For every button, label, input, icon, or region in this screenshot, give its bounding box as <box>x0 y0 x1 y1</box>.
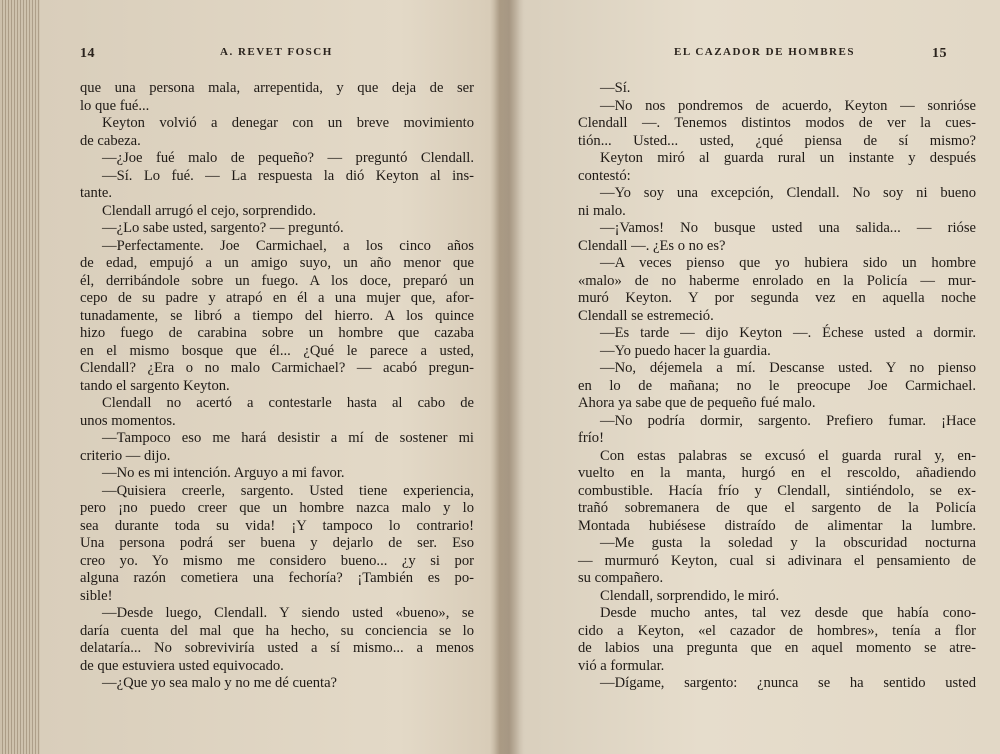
text-line: frío! <box>578 430 604 446</box>
text-line: daría cuenta del mal que ha hecho, su conciencia se lo <box>80 622 474 639</box>
text-line: —Desde luego, Clendall. Y siendo usted «bueno», se <box>102 605 474 621</box>
text-line: creo yo. Yo mismo me considero bueno... ¿y si por <box>80 552 474 569</box>
right-running-head: EL CAZADOR DE HOMBRES <box>674 46 855 58</box>
text-line: —Es tarde — dijo Keyton —. Échese usted a dormir. <box>600 325 976 341</box>
text-line: alguna razón cometiera una fechoría? ¡También es po- <box>80 570 474 586</box>
text-line: delataría... No sobreviviría usted a sí mismo... a menos <box>80 640 474 656</box>
text-line: hizo fuego de carabina sobre un hombre que cazaba <box>80 325 474 341</box>
text-line: —A veces pienso que yo hubiera sido un hombre <box>600 255 976 271</box>
text-line: —Tampoco eso me hará desistir a mí de sostener mi <box>102 430 474 446</box>
text-line: —No es mi intención. Arguyo a mi favor. <box>102 465 345 481</box>
text-line: Ahora ya sabe que de pequeño fué malo. <box>578 395 816 411</box>
left-page-number: 14 <box>80 46 95 61</box>
text-line: que una persona mala, arrepentida, y que deja de ser <box>80 80 474 96</box>
text-line: de edad, empujó a un amigo suyo, un año menor que <box>80 255 474 271</box>
text-line: Montada hubiésese distraído de alimentar la lumbre. <box>578 517 976 534</box>
text-line: Keyton miró al guarda rural un instante y después <box>600 150 976 166</box>
text-line: en el mismo bosque que él... ¿Qué le parece a usted, <box>80 342 474 359</box>
text-line: Clendall se estremeció. <box>578 307 714 324</box>
text-line: —¿Joe fué malo de pequeño? — preguntó Clendall. <box>102 150 474 166</box>
text-line: —Sí. Lo fué. — La respuesta la dió Keyton al ins- <box>102 167 474 184</box>
text-line: — murmuró Keyton, cual si adivinara el pensamiento de <box>578 552 976 569</box>
book-gutter <box>494 0 524 754</box>
left-running-head: A. REVET FOSCH <box>220 46 333 58</box>
text-line: pero ¡no puedo creer que un hombre nazca malo y lo <box>80 500 474 516</box>
text-line: ni malo. <box>578 202 626 219</box>
text-line: criterio — dijo. <box>80 447 171 464</box>
text-line: —¡Vamos! No busque usted una salida... — rióse <box>600 220 976 236</box>
text-line: su compañero. <box>578 570 664 586</box>
text-line: Desde mucho antes, tal vez desde que había cono- <box>600 605 976 621</box>
text-line: muró Keyton. Y por segunda vez en aquella noche <box>578 290 976 306</box>
text-line: Clendall —. ¿Es o no es? <box>578 237 726 254</box>
text-line: —Yo puedo hacer la guardia. <box>600 342 771 359</box>
text-line: —¿Que yo sea malo y no me dé cuenta? <box>102 675 338 691</box>
text-line: tando el sargento Keyton. <box>80 377 230 394</box>
text-line: cido a Keyton, «el cazador de hombres», tenía a flor <box>578 622 976 639</box>
text-line: combustible. Hacía frío y Clendall, sintiéndolo, se ex- <box>578 482 976 499</box>
text-line: —Dígame, sargento: ¿nunca se ha sentido usted <box>600 675 976 691</box>
text-line: Clendall arrugó el cejo, sorprendido. <box>102 202 316 219</box>
text-line: de labios una pregunta que en aquel momento se atre- <box>578 640 976 656</box>
text-line: unos momentos. <box>80 412 176 429</box>
text-line: cepo de su padre y atrapó en él a una mujer que, afor- <box>80 290 474 306</box>
text-line: de cabeza. <box>80 132 141 149</box>
text-line: sible! <box>80 587 113 604</box>
text-line: —Me gusta la soledad y la obscuridad nocturna <box>600 535 976 551</box>
text-line: —No podría dormir, sargento. Prefiero fumar. ¡Hace <box>600 412 976 429</box>
text-line: —Quisiera creerle, sargento. Usted tiene experiencia, <box>102 482 474 499</box>
right-page-text <box>578 80 976 693</box>
text-line: lo que fué... <box>80 97 150 114</box>
text-line: Con estas palabras se excusó el guarda rural y, en- <box>600 447 976 464</box>
text-line: trañó sobremanera de que el sargento de la Policía <box>578 500 976 516</box>
left-page <box>40 0 494 754</box>
text-line: Clendall no acertó a contestarle hasta al cabo de <box>102 395 474 411</box>
text-line: vuelto en la manta, hurgó en el rescoldo, añadiendo <box>578 465 976 481</box>
text-line: —¿Lo sabe usted, sargento? — preguntó. <box>102 220 344 236</box>
text-line: —No nos pondremos de acuerdo, Keyton — sonrióse <box>600 97 976 114</box>
text-line: Clendall —. Tenemos distintos modos de ver la cues- <box>578 115 976 131</box>
text-line: él, derribándole sobre un fuego. A los doce, preparó un <box>80 272 474 289</box>
text-line: sea durante toda su vida! ¡Y tampoco lo contrario! <box>80 517 474 534</box>
text-line: —Perfectamente. Joe Carmichael, a los cinco años <box>102 237 474 254</box>
text-line: Clendall, sorprendido, le miró. <box>600 587 780 604</box>
text-line: —Sí. <box>600 80 631 96</box>
text-line: —Yo soy una excepción, Clendall. No soy ni bueno <box>600 185 976 201</box>
text-line: Clendall? ¿Era o no malo Carmichael? — acabó pregun- <box>80 360 474 376</box>
page-edges <box>0 0 40 754</box>
right-page-number: 15 <box>932 46 947 61</box>
text-line: —No, déjemela a mí. Descanse usted. Y no pienso <box>600 360 976 376</box>
text-line: Keyton volvió a denegar con un breve movimiento <box>102 115 474 131</box>
text-line: tunadamente, se libró a tiempo del hierro. A los quince <box>80 307 474 324</box>
left-page-text <box>80 80 474 693</box>
text-line: Una persona podrá ser buena y dejarlo de ser. Eso <box>80 535 474 551</box>
right-page <box>524 0 1000 754</box>
text-line: «malo» de no haberme enrolado en la Policía — mur- <box>578 272 976 289</box>
text-line: en lo de mañana; no le preocupe Joe Carmichael. <box>578 377 976 394</box>
text-line: de que estuviera usted equivocado. <box>80 657 284 674</box>
text-line: contestó: <box>578 167 631 184</box>
text-line: tante. <box>80 185 113 201</box>
text-line: vió a formular. <box>578 657 665 674</box>
text-line: tión... Usted... usted, ¿qué piensa de sí mismo? <box>578 132 976 149</box>
